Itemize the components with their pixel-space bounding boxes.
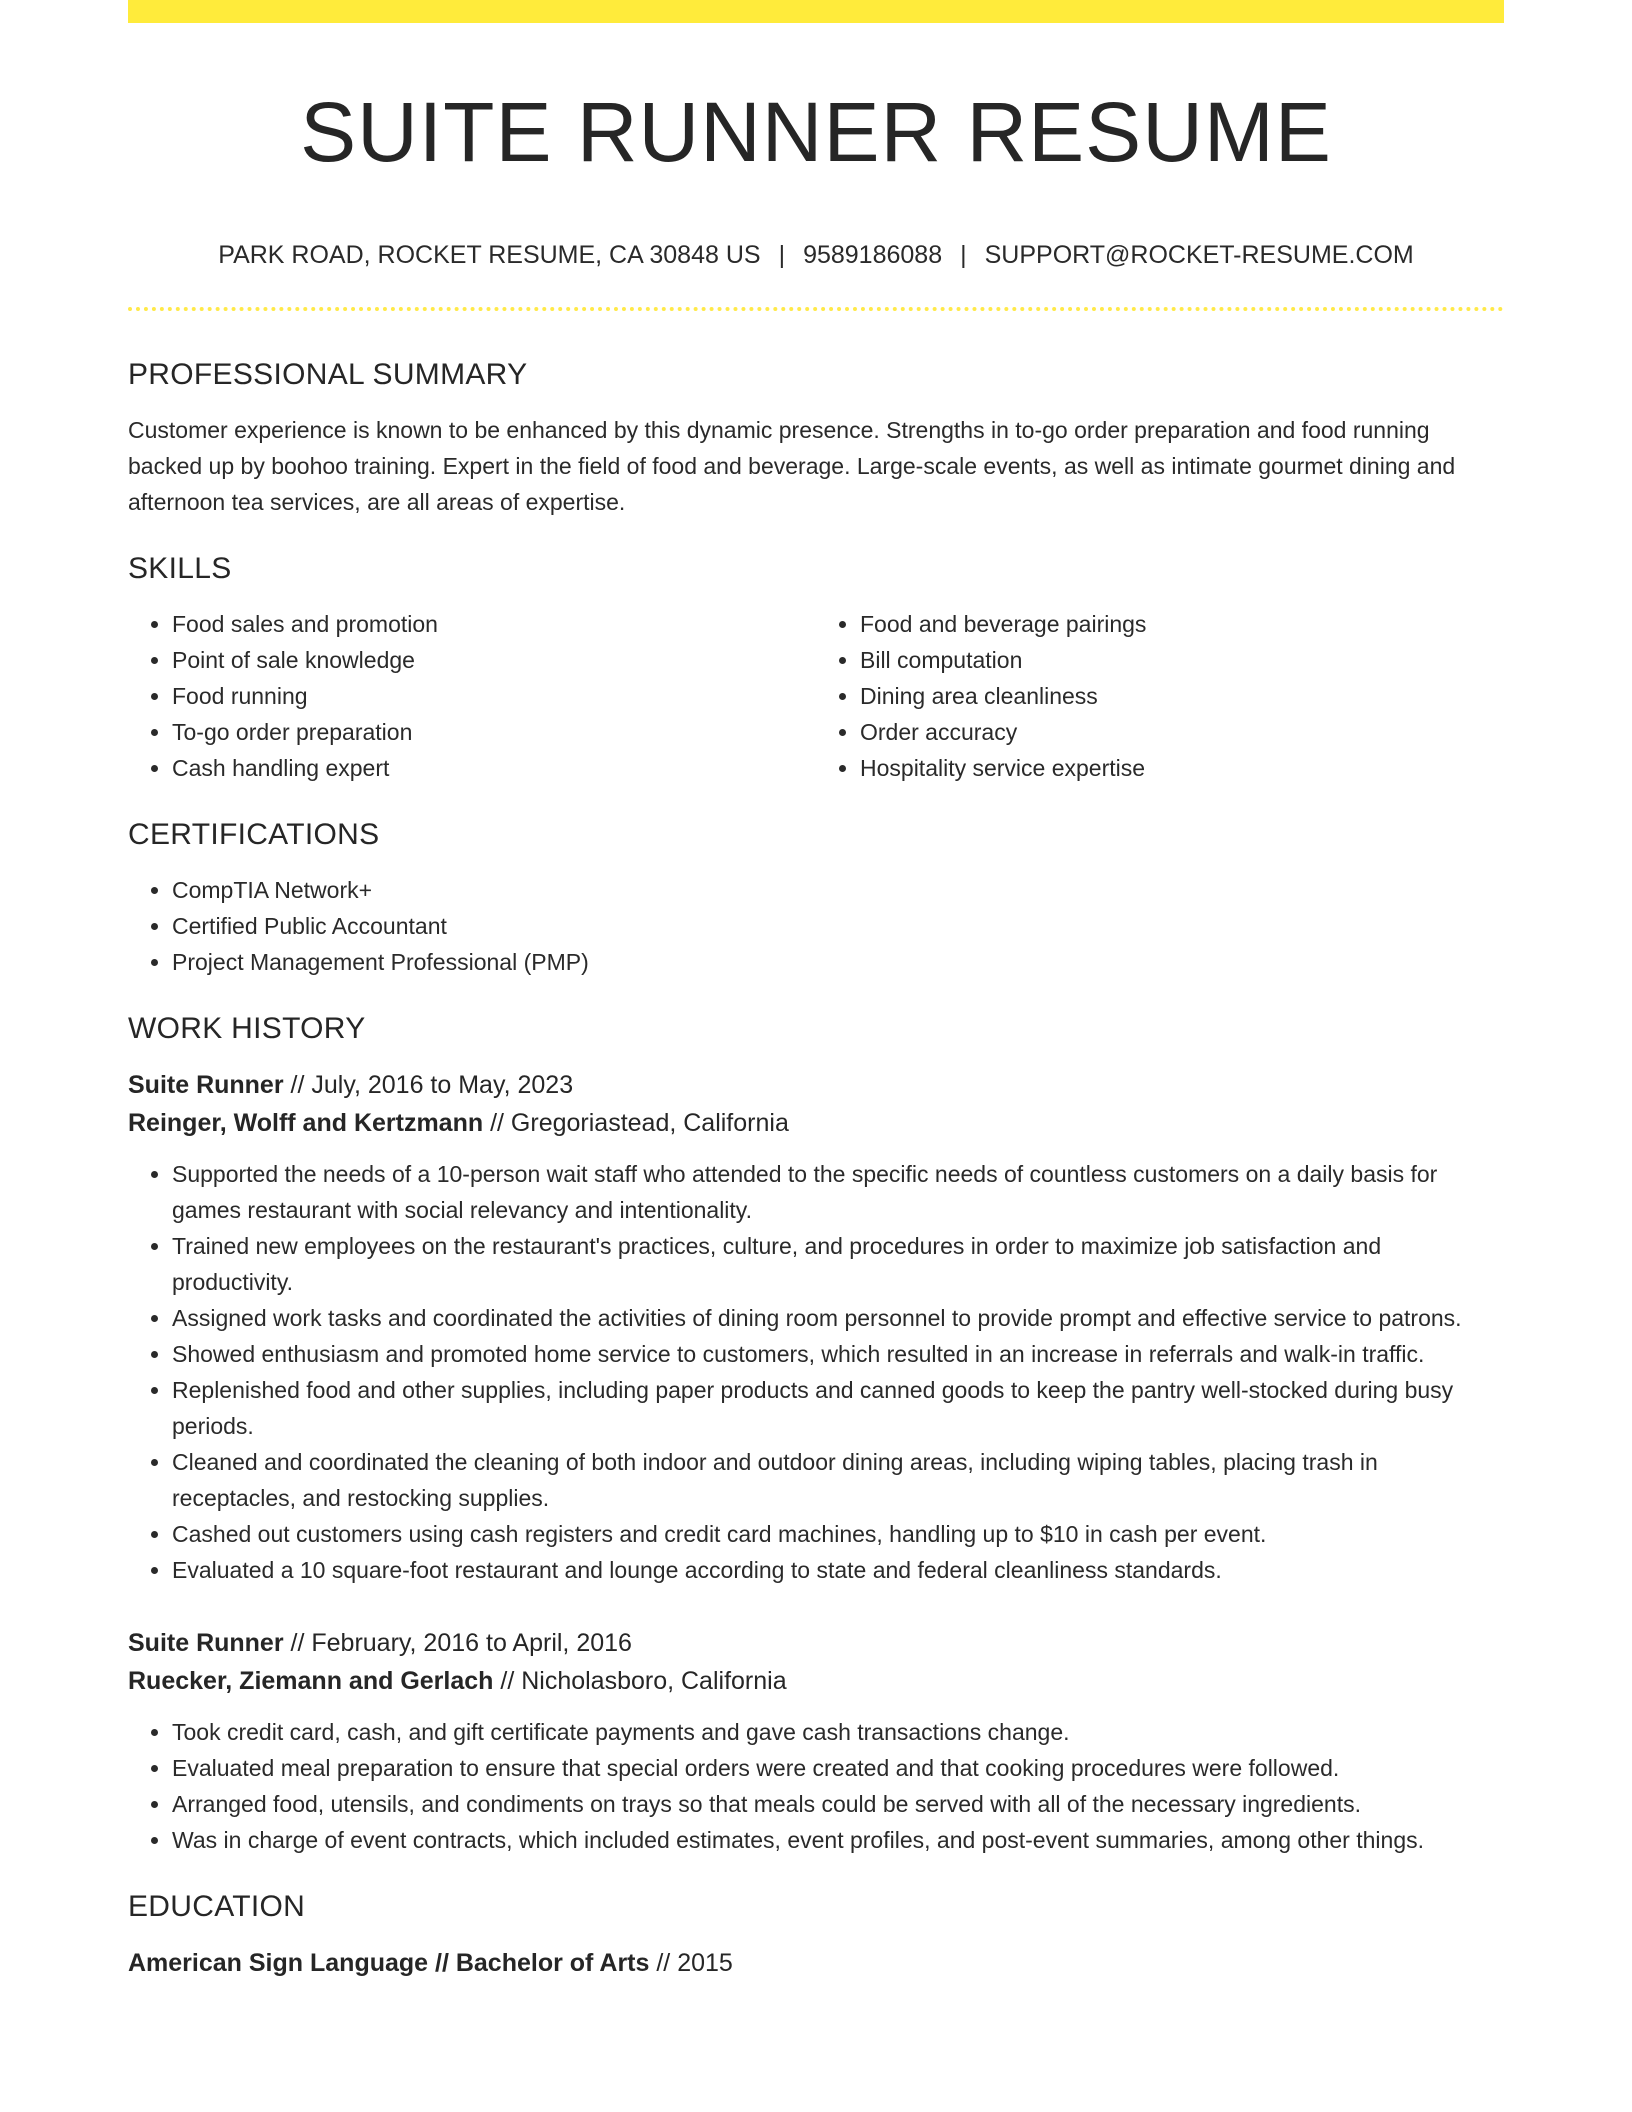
job-company-line bbox=[128, 1104, 1504, 1142]
job-location: // Nicholasboro, California bbox=[493, 1667, 787, 1695]
skills-list-left bbox=[128, 606, 816, 786]
job-bullet: • Was in charge of event contracts, which included estimates, event profiles, and post-event summaries, among other things. bbox=[172, 1822, 1504, 1858]
job-bullet: • Evaluated meal preparation to ensure that special orders were created and that cooking procedures were followed. bbox=[172, 1750, 1504, 1786]
certifications-list bbox=[128, 872, 1504, 980]
certification-item: • CompTIA Network+ bbox=[172, 872, 1504, 908]
skill-item: • Food running bbox=[172, 678, 816, 714]
contact-address: PARK ROAD, ROCKET RESUME, CA 30848 US bbox=[218, 241, 761, 269]
contact-email: SUPPORT@ROCKET-RESUME.COM bbox=[984, 241, 1414, 269]
section-heading: CERTIFICATIONS bbox=[128, 818, 380, 851]
work-history-section bbox=[128, 1006, 1504, 1858]
job-bullet: • Supported the needs of a 10-person wait staff who attended to the specific needs of countless customers on a daily basis for games restaurant with social relevancy and intentionality. bbox=[172, 1156, 1504, 1228]
job-company-line bbox=[128, 1662, 1504, 1700]
job-bullet: • Showed enthusiasm and promoted home service to customers, which resulted in an increase in referrals and walk-in traffic. bbox=[172, 1336, 1504, 1372]
skill-item: • Dining area cleanliness bbox=[860, 678, 1504, 714]
dotted-divider bbox=[128, 307, 1504, 311]
skill-item: • To-go order preparation bbox=[172, 714, 816, 750]
education-degree: American Sign Language // Bachelor of Arts bbox=[128, 1949, 650, 1977]
education-entry bbox=[128, 1944, 1504, 1982]
job-dates: // February, 2016 to April, 2016 bbox=[283, 1629, 632, 1657]
job-bullet: • Trained new employees on the restaurant's practices, culture, and procedures in order to maximize job satisfaction and productivity. bbox=[172, 1228, 1504, 1300]
job-entry bbox=[128, 1624, 1504, 1858]
job-bullet: • Replenished food and other supplies, including paper products and canned goods to keep the pantry well-stocked during busy periods. bbox=[172, 1372, 1504, 1444]
section-heading: WORK HISTORY bbox=[128, 1012, 366, 1045]
job-bullets bbox=[128, 1714, 1504, 1858]
section-heading: PROFESSIONAL SUMMARY bbox=[128, 358, 528, 391]
job-title-line bbox=[128, 1624, 1504, 1662]
skill-item: • Hospitality service expertise bbox=[860, 750, 1504, 786]
job-bullet: • Evaluated a 10 square-foot restaurant and lounge according to state and federal cleanliness standards. bbox=[172, 1552, 1504, 1588]
resume-title: SUITE RUNNER RESUME bbox=[300, 85, 1332, 179]
job-bullet: • Cleaned and coordinated the cleaning of both indoor and outdoor dining areas, including wiping tables, placing trash in receptacles, and restocking supplies. bbox=[172, 1444, 1504, 1516]
skill-item: • Order accuracy bbox=[860, 714, 1504, 750]
skill-item: • Point of sale knowledge bbox=[172, 642, 816, 678]
job-bullet: • Took credit card, cash, and gift certificate payments and gave cash transactions change. bbox=[172, 1714, 1504, 1750]
education-year: // 2015 bbox=[649, 1949, 733, 1977]
certification-item: • Project Management Professional (PMP) bbox=[172, 944, 1504, 980]
skills-list-right bbox=[816, 606, 1504, 786]
job-entry bbox=[128, 1066, 1504, 1588]
skill-item: • Food and beverage pairings bbox=[860, 606, 1504, 642]
education-section bbox=[128, 1884, 1504, 1982]
resume-body bbox=[128, 352, 1504, 1982]
job-company: Ruecker, Ziemann and Gerlach bbox=[128, 1667, 494, 1695]
contact-separator: | bbox=[960, 241, 967, 269]
job-bullet: • Assigned work tasks and coordinated the activities of dining room personnel to provide prompt and effective service to patrons. bbox=[172, 1300, 1504, 1336]
job-title: Suite Runner bbox=[128, 1629, 284, 1657]
summary-section bbox=[128, 352, 1504, 520]
contact-line bbox=[128, 238, 1504, 272]
job-dates: // July, 2016 to May, 2023 bbox=[283, 1071, 574, 1099]
top-accent-bar bbox=[128, 0, 1504, 23]
job-title: Suite Runner bbox=[128, 1071, 284, 1099]
skills-columns bbox=[128, 606, 1504, 786]
job-bullet: • Cashed out customers using cash registers and credit card machines, handling up to $10 in cash per event. bbox=[172, 1516, 1504, 1552]
summary-text: Customer experience is known to be enhanced by this dynamic presence. Strengths in to-go order preparation and food running backed up by boohoo training. Expert in the field of food and beverage. Large-scale events, as well as intimate gourmet dining and afternoon tea services, are all areas of expertise. bbox=[128, 417, 1456, 515]
skill-item: • Bill computation bbox=[860, 642, 1504, 678]
job-title-line bbox=[128, 1066, 1504, 1104]
contact-phone: 9589186088 bbox=[803, 241, 943, 269]
skills-section bbox=[128, 546, 1504, 786]
certifications-section bbox=[128, 812, 1504, 980]
job-company: Reinger, Wolff and Kertzmann bbox=[128, 1109, 484, 1137]
job-bullet: • Arranged food, utensils, and condiments on trays so that meals could be served with all of the necessary ingredients. bbox=[172, 1786, 1504, 1822]
section-heading: SKILLS bbox=[128, 552, 232, 585]
job-location: // Gregoriastead, California bbox=[483, 1109, 789, 1137]
certification-item: • Certified Public Accountant bbox=[172, 908, 1504, 944]
job-bullets bbox=[128, 1156, 1504, 1588]
skill-item: • Cash handling expert bbox=[172, 750, 816, 786]
section-heading: EDUCATION bbox=[128, 1890, 306, 1923]
skill-item: • Food sales and promotion bbox=[172, 606, 816, 642]
contact-separator: | bbox=[778, 241, 786, 269]
